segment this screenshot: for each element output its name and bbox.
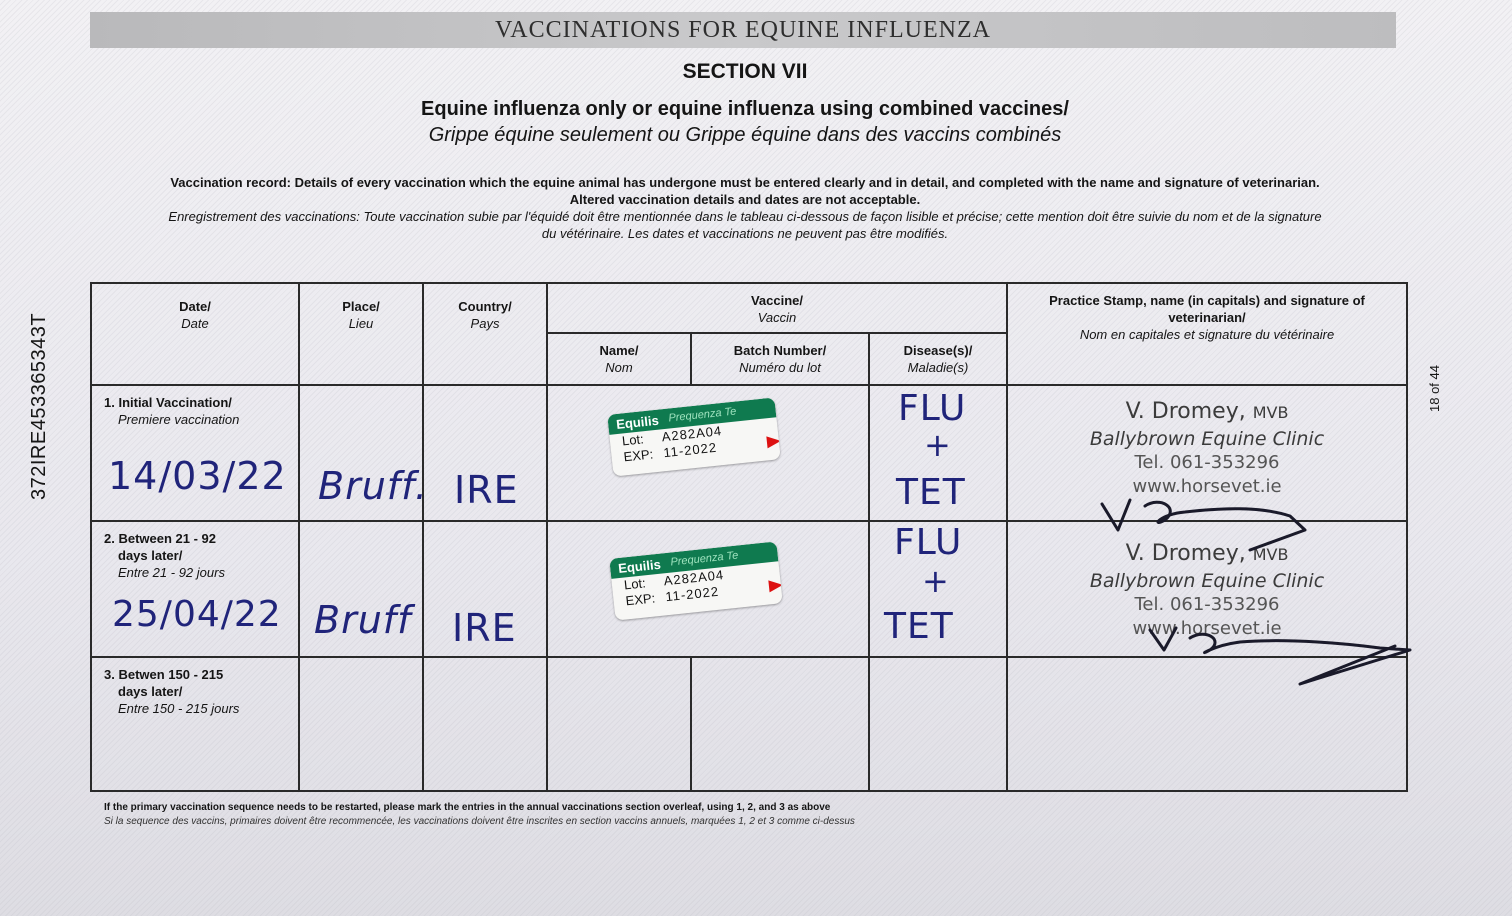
row-2-label-en-2: days later/: [118, 548, 183, 563]
sticker-product: Prequenza Te: [667, 405, 737, 425]
row-1-vaccine-cell: [547, 385, 869, 521]
row-2-label-fr: Entre 21 - 92 jours: [118, 565, 225, 580]
stamp-website: www.horsevet.ie: [1132, 618, 1282, 639]
row-2-disease-plus: +: [922, 562, 950, 600]
row-3-name-cell: [547, 657, 691, 791]
header-disease-fr: Maladie(s): [907, 360, 969, 375]
header-name-en: Name/: [599, 343, 639, 358]
stamp-phone: Tel. 061-353296: [1134, 594, 1280, 615]
header-place-fr: Lieu: [348, 316, 374, 331]
sticker-product: Prequenza Te: [669, 549, 739, 569]
header-place: [299, 283, 423, 385]
sticker-exp: 11-2022: [664, 583, 720, 605]
row-3-place-cell: [299, 657, 423, 791]
record-instructions-fr: [90, 208, 1400, 242]
record-instructions-en: [90, 174, 1400, 208]
row-1-country: IRE: [454, 468, 519, 512]
sticker-lot-label: Lot:: [623, 575, 647, 593]
header-vaccine-fr: Vaccin: [757, 310, 797, 325]
row-2-place-cell: [299, 521, 423, 657]
row-1-country-cell: [423, 385, 547, 521]
header-name-fr: Nom: [605, 360, 633, 375]
row-1-date: 14/03/22: [108, 454, 287, 498]
sticker-lot: A282A04: [663, 567, 725, 589]
header-country-fr: Pays: [470, 316, 500, 331]
sticker-brand: Equilis: [617, 556, 662, 576]
row-2-vaccine-cell: [547, 521, 869, 657]
section-title: SECTION VII: [682, 60, 808, 83]
row-2-date-cell: [91, 521, 299, 657]
passport-serial-number: 372IRE453365343T: [28, 312, 50, 500]
row-1-place-cell: [299, 385, 428, 521]
stamp-vet-name: V. Dromey,: [1125, 541, 1246, 566]
row-2-vaccine-sticker: [609, 541, 783, 620]
header-disease: [869, 333, 1007, 385]
row-3-date-cell: [91, 657, 299, 791]
stamp-clinic: Ballybrown Equine Clinic: [1089, 570, 1325, 592]
row-1-date-cell: [91, 385, 299, 521]
row-1-vaccine-sticker: [607, 397, 781, 476]
row-1-place: Bruff.: [318, 464, 428, 508]
sticker-brand: Equilis: [615, 412, 660, 432]
row-2-label-en: 2. Between 21 - 92: [104, 531, 216, 546]
heading-english: Equine influenza only or equine influenza using combined vaccines/: [421, 98, 1069, 120]
heading-french: Grippe équine seulement ou Grippe équine dans des vaccins combinés: [428, 124, 1062, 146]
row-1-disease-plus: +: [924, 426, 952, 464]
header-batch-fr: Numéro du lot: [739, 360, 821, 375]
row-3-label-fr: Entre 150 - 215 jours: [118, 701, 240, 716]
row-2-disease-1: FLU: [894, 522, 963, 563]
header-name: [547, 333, 691, 385]
stamp-phone: Tel. 061-353296: [1134, 452, 1280, 473]
row-2-disease-cell: [869, 521, 1007, 657]
row-1-signature: [1090, 486, 1340, 556]
row-1-label-fr: Premiere vaccination: [118, 412, 240, 427]
record-fr-line-2: du vétérinaire. Les dates et vaccinations ne peuvent pas être modifiés.: [541, 226, 949, 241]
row-3-label-en: 3. Betwen 150 - 215: [104, 667, 224, 682]
row-1-label-en: 1. Initial Vaccination/: [104, 395, 232, 410]
title-banner: [90, 12, 1396, 48]
header-batch: [691, 333, 869, 385]
row-3-country-cell: [423, 657, 547, 791]
header-stamp-en-2: veterinarian/: [1168, 310, 1246, 325]
sticker-red-marker: [768, 579, 782, 592]
row-3-batch-cell: [691, 657, 869, 791]
row-2-country-cell: [423, 521, 547, 657]
sticker-exp-label: EXP:: [624, 590, 656, 609]
stamp-vet-name-line: [1008, 398, 1406, 427]
page-number: 18 of 44: [1427, 365, 1442, 412]
header-row-1: [91, 283, 1407, 333]
row-2-country: IRE: [452, 606, 517, 650]
banner-title: VACCINATIONS FOR EQUINE INFLUENZA: [495, 16, 991, 43]
header-date-en: Date/: [179, 299, 211, 314]
header-vaccine-en: Vaccine/: [750, 293, 804, 308]
header-stamp-en-1: Practice Stamp, name (in capitals) and signature of: [1049, 293, 1365, 308]
sticker-lot: A282A04: [661, 423, 723, 445]
header-disease-en: Disease(s)/: [903, 343, 973, 358]
row-1-disease-cell: [869, 385, 1007, 521]
row-3-label-en-2: days later/: [118, 684, 183, 699]
stamp-website: www.horsevet.ie: [1132, 476, 1282, 497]
footer-note-fr: Si la sequence des vaccins, primaires doivent être recommencée, les vaccinations doivent être inscrites en section vaccins annuels, marquées 1, 2 et 3 comme ci-dessus: [104, 816, 855, 827]
sticker-red-marker: [766, 435, 780, 448]
footer-note-en: If the primary vaccination sequence needs to be restarted, please mark the entries in the annual vaccinations section overleaf, using 1, 2, and 3 as above: [104, 802, 831, 813]
stamp-vet-title: MVB: [1252, 403, 1289, 422]
row-2-place: Bruff: [314, 598, 412, 642]
stamp-vet-title: MVB: [1252, 545, 1289, 564]
row-2-signature: [1140, 620, 1430, 700]
row-2-date: 25/04/22: [112, 594, 282, 635]
header-place-en: Place/: [342, 299, 380, 314]
header-country-en: Country/: [458, 299, 512, 314]
record-fr-line-1: Enregistrement des vaccinations: Toute vaccination subie par l'équidé doit être mentionnée dans le tableau ci-dessous de façon lisible et précise; cette mention doit être suivie du nom et de la signature: [168, 209, 1322, 224]
header-stamp-fr: Nom en capitales et signature du vétérinaire: [1079, 327, 1335, 342]
row-1-disease-2: TET: [896, 472, 966, 513]
header-batch-en: Batch Number/: [733, 343, 827, 358]
record-en-line-2: Altered vaccination details and dates are not acceptable.: [569, 192, 921, 207]
row-1-practice-stamp: [1008, 398, 1406, 499]
header-stamp: [1007, 283, 1407, 385]
header-vaccine: [547, 283, 1007, 333]
header-date: [91, 283, 299, 385]
record-en-line-1: Vaccination record: Details of every vaccination which the equine animal has undergone must be entered clearly and in detail, and completed with the name and signature of veterinarian.: [170, 175, 1320, 190]
stamp-vet-name: V. Dromey,: [1125, 399, 1246, 424]
row-3-disease-cell: [869, 657, 1007, 791]
row-1-disease-1: FLU: [898, 388, 967, 429]
sticker-exp: 11-2022: [662, 439, 718, 461]
stamp-clinic: Ballybrown Equine Clinic: [1089, 428, 1325, 450]
header-date-fr: Date: [181, 316, 209, 331]
sticker-exp-label: EXP:: [622, 446, 654, 465]
header-country: [423, 283, 547, 385]
sticker-lot-label: Lot:: [621, 431, 645, 449]
row-2-disease-2: TET: [884, 606, 954, 647]
